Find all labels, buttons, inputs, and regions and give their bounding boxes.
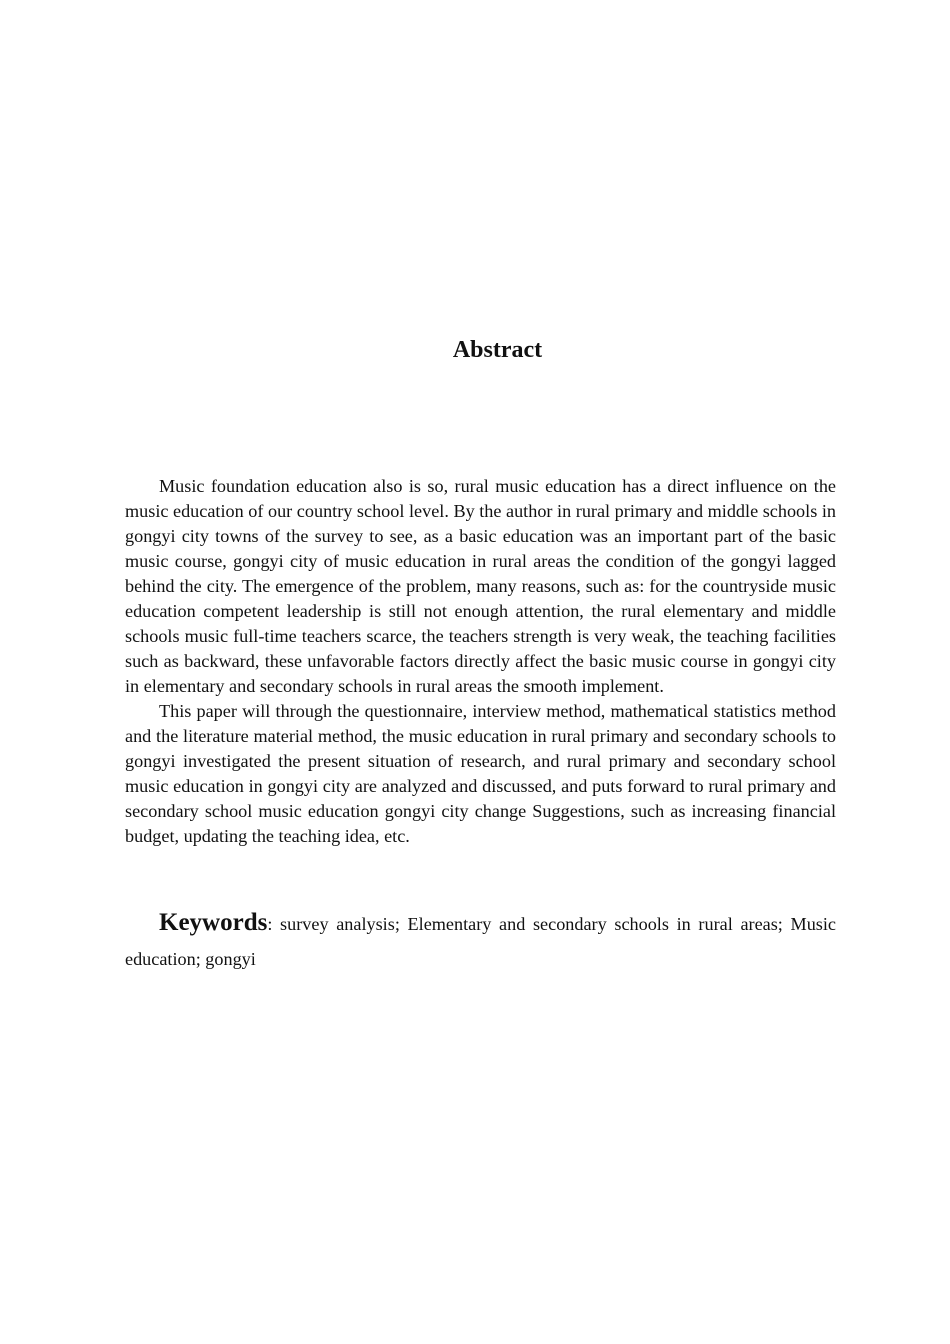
keywords-text: : survey analysis; Elementary and secondary schools in rural areas; Music education; gongyi <box>125 914 836 969</box>
keywords-label: Keywords <box>159 909 268 936</box>
abstract-paragraph-1: Music foundation education also is so, rural music education has a direct influence on the music education of our country school level. By the author in rural primary and middle schools in gongyi city towns of the survey to see, as a basic education was an important part of the basic music course, gongyi city of music education in rural areas the condition of the gongyi lagged behind the city. The emergence of the problem, many reasons, such as: for the countryside music education competent leadership is still not enough attention, the rural elementary and middle schools music full-time teachers scarce, the teachers strength is very weak, the teaching facilities such as backward, these unfavorable factors directly affect the basic music course in gongyi city in elementary and secondary schools in rural areas the smooth implement. <box>125 476 836 696</box>
keywords-section <box>125 905 836 977</box>
abstract-title: Abstract <box>452 337 543 363</box>
abstract-paragraph-2: This paper will through the questionnaire, interview method, mathematical statistics method and the literature material method, the music education in rural primary and secondary schools to gongyi investigated the present situation of research, and rural primary and secondary school music education in gongyi city are analyzed and discussed, and puts forward to rural primary and secondary school music education gongyi city change Suggestions, such as increasing financial budget, updating the teaching idea, etc. <box>125 701 836 846</box>
abstract-body <box>125 474 836 849</box>
